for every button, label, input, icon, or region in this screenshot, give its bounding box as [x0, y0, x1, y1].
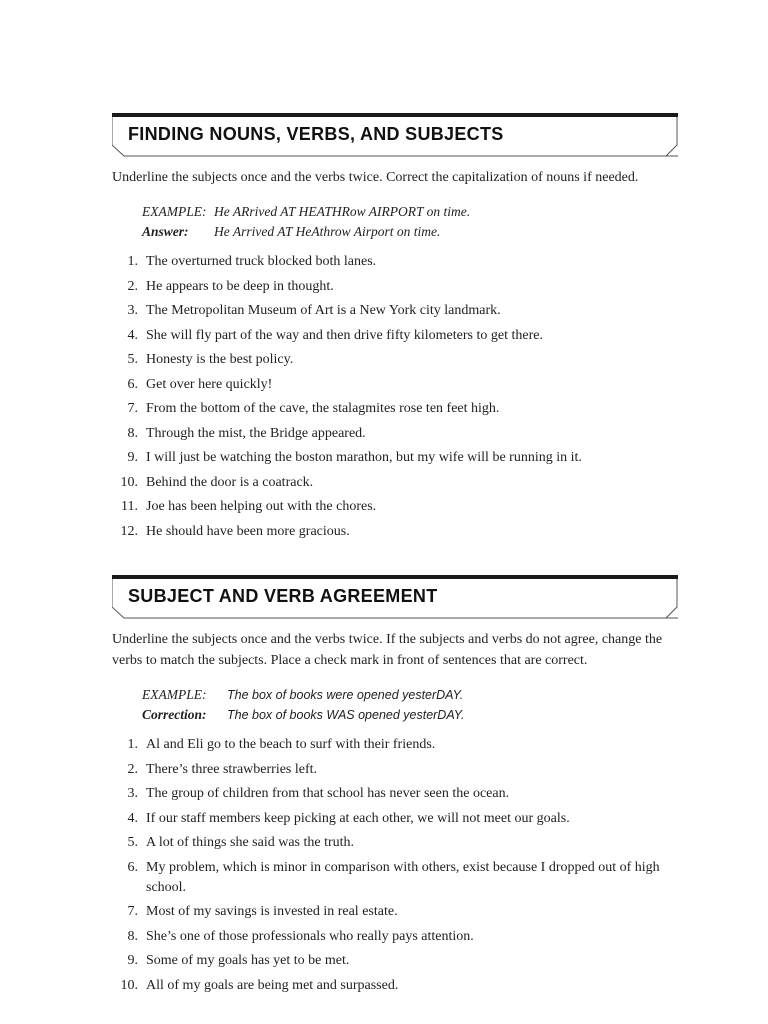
- correction-label: Correction:: [142, 707, 207, 722]
- list-item: [112, 277, 678, 297]
- example-label: EXAMPLE:: [142, 687, 207, 702]
- section-banner: [112, 575, 678, 619]
- item-number: 12.: [120, 523, 138, 539]
- section-title: SUBJECT AND VERB AGREEMENT: [128, 586, 438, 606]
- item-number: 1.: [127, 737, 138, 752]
- example-block: [142, 202, 678, 242]
- section-banner: [112, 113, 678, 157]
- list-item: [112, 902, 678, 922]
- item-number: 9.: [127, 953, 138, 968]
- item-number: 2.: [127, 278, 138, 294]
- item-text: He should have been more gracious.: [146, 523, 350, 539]
- list-item: [112, 927, 678, 947]
- item-number: 6.: [127, 859, 138, 875]
- section-subject-verb: [112, 575, 678, 1000]
- item-number: 2.: [127, 761, 138, 777]
- item-text: Most of my savings is invested in real estate.: [146, 904, 398, 919]
- list-item: [112, 735, 678, 755]
- item-number: 5.: [127, 352, 138, 367]
- item-number: 7.: [127, 904, 138, 919]
- section-finding-nouns: [112, 113, 678, 546]
- item-number: 5.: [127, 835, 138, 850]
- exercise-list: [112, 252, 678, 542]
- list-item: [112, 473, 678, 493]
- section-instructions: Underline the subjects once and the verbs twice. Correct the capitalization of nouns if needed.: [112, 170, 639, 185]
- exercise-list: [112, 735, 678, 996]
- example-block: [142, 685, 678, 725]
- list-item: [112, 350, 678, 370]
- item-text: Through the mist, the Bridge appeared.: [146, 425, 366, 441]
- item-text: He appears to be deep in thought.: [146, 278, 334, 294]
- item-number: 11.: [121, 499, 138, 514]
- example-label: EXAMPLE:: [142, 204, 207, 219]
- answer-label: Answer:: [142, 224, 189, 239]
- item-number: 8.: [127, 928, 138, 944]
- item-text: I will just be watching the boston marathon, but my wife will be running in it.: [146, 450, 582, 465]
- list-item: [112, 976, 678, 996]
- item-text: The overturned truck blocked both lanes.: [146, 254, 377, 269]
- item-text: The Metropolitan Museum of Art is a New York city landmark.: [146, 303, 501, 318]
- item-number: 10.: [120, 977, 138, 993]
- item-text: Al and Eli go to the beach to surf with their friends.: [146, 737, 436, 752]
- list-item: [112, 951, 678, 971]
- item-number: 7.: [127, 401, 138, 416]
- example-text: The box of books were opened yesterDAY.: [227, 688, 464, 702]
- item-text: There’s three strawberries left.: [146, 761, 318, 777]
- item-number: 1.: [127, 254, 138, 269]
- item-text: Behind the door is a coatrack.: [146, 474, 314, 490]
- list-item: [112, 399, 678, 419]
- item-text: Joe has been helping out with the chores.: [146, 499, 377, 514]
- item-text: The group of children from that school has never seen the ocean.: [146, 786, 510, 801]
- list-item: [112, 424, 678, 444]
- item-text: All of my goals are being met and surpassed.: [146, 977, 399, 993]
- item-text: If our staff members keep picking at each other, we will not meet our goals.: [146, 810, 570, 826]
- item-number: 3.: [127, 786, 138, 801]
- list-item: [112, 301, 678, 321]
- item-text: My problem, which is minor in comparison with others, exist because I dropped out of high school.: [146, 859, 660, 895]
- list-item: [112, 448, 678, 468]
- item-number: 10.: [120, 474, 138, 490]
- item-number: 3.: [127, 303, 138, 318]
- list-item: [112, 833, 678, 853]
- list-item: [112, 326, 678, 346]
- list-item: [112, 252, 678, 272]
- item-text: She will fly part of the way and then drive fifty kilometers to get there.: [146, 327, 543, 343]
- item-text: She’s one of those professionals who really pays attention.: [146, 928, 474, 944]
- item-number: 4.: [127, 327, 138, 343]
- item-number: 4.: [127, 810, 138, 826]
- item-text: Some of my goals has yet to be met.: [146, 953, 350, 968]
- list-item: [112, 784, 678, 804]
- item-number: 6.: [127, 376, 138, 392]
- item-text: From the bottom of the cave, the stalagmites rose ten feet high.: [146, 401, 500, 416]
- example-text: He ARrived AT HEATHRow AIRPORT on time.: [214, 204, 471, 219]
- list-item: [112, 522, 678, 542]
- item-text: A lot of things she said was the truth.: [146, 835, 355, 850]
- list-item: [112, 497, 678, 517]
- item-text: Get over here quickly!: [146, 376, 273, 392]
- list-item: [112, 375, 678, 395]
- item-text: Honesty is the best policy.: [146, 352, 294, 367]
- item-number: 8.: [127, 425, 138, 441]
- list-item: [112, 809, 678, 829]
- correction-text: The box of books WAS opened yesterDAY.: [227, 708, 465, 722]
- item-number: 9.: [127, 450, 138, 465]
- answer-text: He Arrived AT HeAthrow Airport on time.: [214, 224, 441, 239]
- list-item: [112, 760, 678, 780]
- list-item: [112, 858, 678, 898]
- section-title: FINDING NOUNS, VERBS, AND SUBJECTS: [128, 124, 504, 144]
- section-instructions: Underline the subjects once and the verbs twice. If the subjects and verbs do not agree, change the verbs to match the subjects. Place a check mark in front of sentences that are correct.: [112, 632, 663, 668]
